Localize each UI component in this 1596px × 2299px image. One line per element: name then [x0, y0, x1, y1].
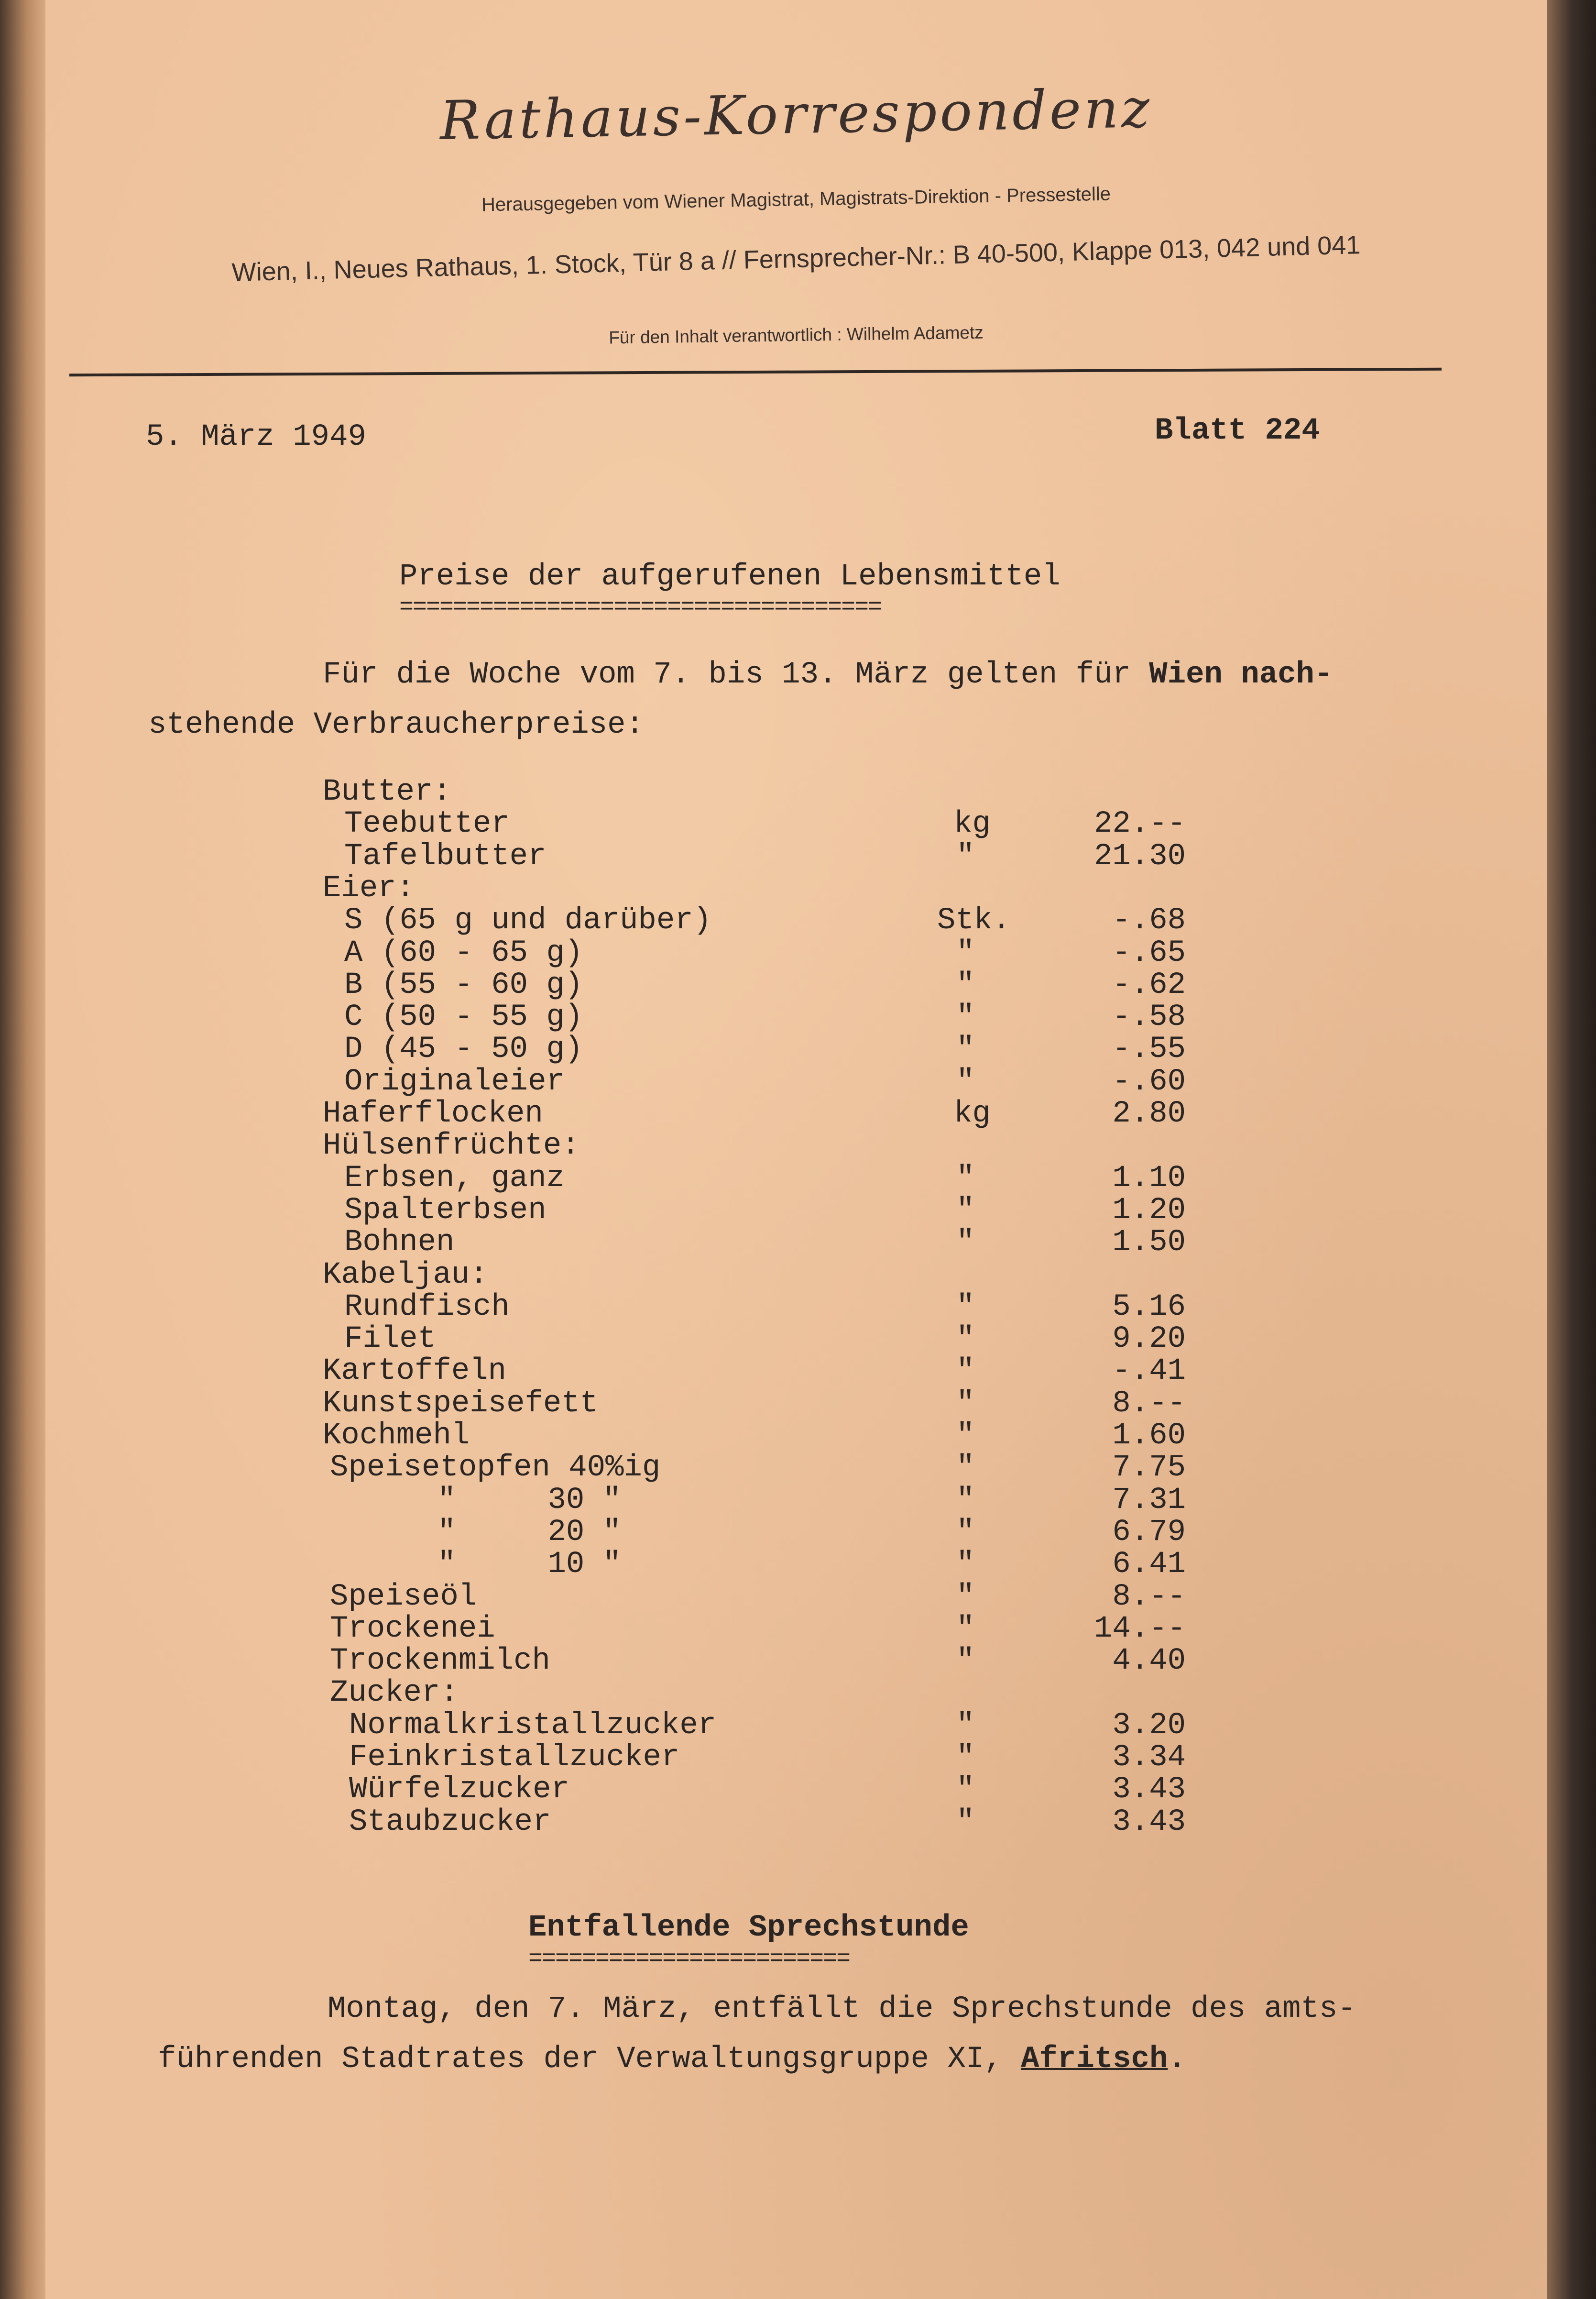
price-value: -.55	[1112, 1032, 1186, 1067]
article-heading-office-hours: Entfallende Sprechstunde	[528, 1911, 969, 1945]
price-unit: "	[956, 1000, 975, 1035]
masthead-divider	[69, 368, 1442, 377]
price-item-name: " 10 "	[437, 1547, 622, 1582]
price-value: 1.20	[1112, 1193, 1186, 1228]
price-row	[45, 1483, 1528, 1516]
price-item-name: Bohnen	[344, 1225, 455, 1260]
price-unit: "	[956, 1161, 975, 1196]
price-item-name: Rundfisch	[344, 1289, 510, 1324]
price-value: -.41	[1112, 1354, 1186, 1389]
document-page	[45, 0, 1547, 2299]
price-value: 7.31	[1112, 1483, 1186, 1518]
price-row	[45, 1032, 1528, 1065]
article-body-line-1: Montag, den 7. März, entfällt die Sprechstunde des amts-	[328, 1992, 1356, 2026]
article-intro-line-2: stehende Verbraucherpreise:	[148, 708, 644, 742]
price-value: -.68	[1112, 903, 1186, 938]
price-item-name: B (55 - 60 g)	[344, 968, 583, 1002]
price-row	[45, 839, 1528, 872]
price-item-name: " 30 "	[437, 1483, 622, 1518]
price-unit: "	[956, 1354, 975, 1389]
price-row	[45, 1290, 1528, 1322]
intro-text-bold: Wien nach-	[1130, 658, 1333, 692]
price-row	[45, 1225, 1528, 1258]
price-row	[45, 775, 1528, 807]
price-unit: "	[956, 1515, 975, 1550]
price-row	[45, 1644, 1528, 1679]
price-unit: "	[956, 1483, 975, 1518]
article-heading-prices: Preise der aufgerufenen Lebensmittel	[399, 560, 1060, 594]
masthead-title: Rathaus-Korrespondenz	[439, 77, 1153, 152]
price-unit: "	[956, 1451, 975, 1485]
price-value: 8.--	[1112, 1386, 1186, 1421]
price-value: 3.34	[1112, 1740, 1186, 1775]
price-unit: "	[956, 1289, 975, 1324]
price-item-name: Speiseöl	[330, 1579, 477, 1614]
price-unit: "	[956, 935, 975, 970]
price-unit: "	[956, 1579, 975, 1614]
book-binding-edge	[0, 0, 45, 2299]
body-text: führenden Stadtrates der Verwaltungsgruppe XI,	[158, 2042, 1021, 2077]
price-row	[45, 1451, 1528, 1483]
price-item-name: Teebutter	[344, 807, 510, 842]
price-item-name: Spalterbsen	[344, 1193, 547, 1228]
intro-text: Für die Woche vom 7. bis 13. März gelten für	[323, 658, 1131, 692]
price-value: -.62	[1112, 968, 1186, 1002]
price-row	[45, 1354, 1528, 1389]
price-value: -.65	[1112, 935, 1186, 970]
article-intro-line-1	[323, 658, 1333, 692]
price-unit: "	[956, 1064, 975, 1099]
price-unit: "	[956, 1708, 975, 1743]
sheet-number: Blatt 224	[1155, 414, 1320, 448]
price-item-name: Erbsen, ganz	[344, 1161, 565, 1196]
price-row	[45, 1805, 1528, 1837]
price-row	[45, 1322, 1528, 1357]
price-unit: "	[956, 839, 975, 874]
price-item-name: Trockenei	[330, 1611, 495, 1646]
price-row	[45, 1065, 1528, 1097]
price-value: 22.--	[1094, 807, 1186, 842]
price-unit: "	[956, 1032, 975, 1067]
price-value: 1.60	[1112, 1419, 1186, 1453]
price-value: 6.41	[1112, 1547, 1186, 1582]
price-row	[45, 1419, 1528, 1451]
price-row	[45, 903, 1528, 936]
price-item-name: Trockenmilch	[330, 1644, 550, 1679]
price-item-name: Staubzucker	[349, 1804, 551, 1839]
price-row	[45, 1676, 1528, 1711]
price-value: -.60	[1112, 1064, 1186, 1099]
article-heading-underline: ====================================	[399, 594, 882, 621]
price-unit: "	[956, 1225, 975, 1260]
price-unit: "	[956, 1419, 975, 1453]
masthead-responsible: Für den Inhalt verantwortlich : Wilhelm Adametz	[608, 322, 984, 348]
price-row	[45, 1515, 1528, 1548]
issue-date: 5. März 1949	[146, 420, 366, 454]
price-row	[45, 1580, 1528, 1612]
price-row	[45, 807, 1528, 842]
price-row	[45, 1000, 1528, 1033]
price-value: 1.50	[1112, 1225, 1186, 1260]
price-item-name: C (50 - 55 g)	[344, 1000, 583, 1035]
price-row	[45, 1740, 1528, 1773]
price-item-name: Kunstspeisefett	[323, 1386, 599, 1421]
body-period: .	[1168, 2042, 1186, 2077]
price-item-name: Kabeljau:	[323, 1257, 488, 1292]
masthead-address: Wien, I., Neues Rathaus, 1. Stock, Tür 8 a // Fernsprecher-Nr.: B 40-500, Klappe 013, 042 und 041	[231, 231, 1361, 287]
price-unit: "	[956, 1547, 975, 1582]
price-unit: Stk.	[937, 903, 1011, 938]
price-unit: "	[956, 1644, 975, 1679]
price-value: 4.40	[1112, 1644, 1186, 1679]
price-item-name: Eier:	[323, 871, 415, 906]
price-item-name: S (65 g und darüber)	[344, 903, 712, 938]
price-item-name: A (60 - 65 g)	[344, 935, 583, 970]
price-row	[45, 968, 1528, 1001]
price-item-name: Originaleier	[344, 1064, 565, 1099]
price-item-name: Feinkristallzucker	[349, 1740, 680, 1775]
price-unit: "	[956, 1611, 975, 1646]
price-row	[45, 1258, 1528, 1290]
price-unit: "	[956, 1386, 975, 1421]
price-item-name: Kochmehl	[323, 1419, 470, 1453]
price-unit: "	[956, 1322, 975, 1357]
price-value: -.58	[1112, 1000, 1186, 1035]
price-row	[45, 1772, 1528, 1805]
price-item-name: Filet	[344, 1322, 437, 1357]
price-item-name: " 20 "	[437, 1515, 622, 1550]
price-value: 14.--	[1094, 1611, 1186, 1646]
price-item-name: Hülsenfrüchte:	[323, 1129, 580, 1164]
price-value: 1.10	[1112, 1161, 1186, 1196]
price-value: 9.20	[1112, 1322, 1186, 1357]
price-unit: "	[956, 1193, 975, 1228]
price-unit: kg	[954, 807, 991, 842]
price-unit: kg	[954, 1097, 991, 1131]
price-unit: "	[956, 1740, 975, 1775]
price-row	[45, 1193, 1528, 1226]
masthead-publisher: Herausgegeben vom Wiener Magistrat, Magistrats-Direktion - Pressestelle	[481, 183, 1111, 216]
price-item-name: Normalkristallzucker	[349, 1708, 717, 1743]
price-unit: "	[956, 1772, 975, 1807]
price-row	[45, 1708, 1528, 1741]
price-row	[45, 1161, 1528, 1194]
price-row	[45, 1612, 1528, 1644]
price-item-name: Zucker:	[330, 1676, 459, 1711]
price-value: 8.--	[1112, 1579, 1186, 1614]
price-row	[45, 1097, 1528, 1129]
price-row	[45, 1386, 1528, 1419]
price-value: 3.43	[1112, 1772, 1186, 1807]
article-heading-underline-2: ========================	[528, 1946, 850, 1973]
councillor-name: Afritsch	[1021, 2042, 1168, 2077]
price-value: 7.75	[1112, 1451, 1186, 1485]
price-unit: "	[956, 1804, 975, 1839]
price-row	[45, 936, 1528, 968]
price-value: 3.20	[1112, 1708, 1186, 1743]
price-item-name: Haferflocken	[323, 1097, 543, 1131]
price-row	[45, 1129, 1528, 1164]
article-body-line-2	[158, 2042, 1186, 2077]
price-unit: "	[956, 968, 975, 1002]
price-value: 2.80	[1112, 1097, 1186, 1131]
price-value: 3.43	[1112, 1804, 1186, 1839]
price-item-name: D (45 - 50 g)	[344, 1032, 583, 1067]
price-value: 21.30	[1094, 839, 1186, 874]
price-value: 6.79	[1112, 1515, 1186, 1550]
price-item-name: Speisetopfen 40%ig	[330, 1451, 661, 1485]
price-value: 5.16	[1112, 1289, 1186, 1324]
price-item-name: Tafelbutter	[344, 839, 547, 874]
price-row	[45, 871, 1528, 904]
price-item-name: Kartoffeln	[323, 1354, 507, 1389]
page-edge-shadow	[1547, 0, 1596, 2299]
price-item-name: Würfelzucker	[349, 1772, 569, 1807]
price-item-name: Butter:	[323, 775, 451, 809]
price-row	[45, 1547, 1528, 1580]
